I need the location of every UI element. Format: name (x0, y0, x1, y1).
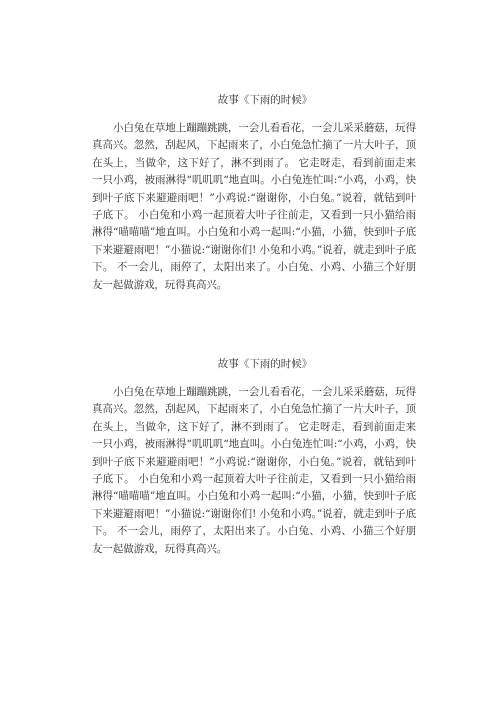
story-paragraph: 小白兔在草地上蹦蹦跳跳，一会儿看看花，一会儿采采蘑菇，玩得真高兴。忽然，刮起风，下起雨来了，小白兔急忙摘了一片大叶子，顶在头上，当做伞，这下好了，淋不到雨了。 它走呀走，看到前面走来一只小鸡，被雨淋得“叽叽叽“地直叫。小白兔连忙叫:“小鸡，小鸡，快到叶子底下来避避雨吧！”小鸡说:“谢谢你，小白兔。”说着，就钻到叶子底下。 小白兔和小鸡一起顶着大叶子往前走，又看到一只小猫给雨淋得“喵喵喵”地直叫。小白兔和小鸡一起叫:“小猫，小猫，快到叶子底下来避避雨吧！”小猫说:“谢谢你们! 小兔和小鸡。”说着，就走到叶子底下。 不一会儿，雨停了，太阳出来了。小白兔、小鸡、小猫三个好朋友一起做游戏，玩得真高兴。 (92, 122, 416, 291)
story-paragraph: 小白兔在草地上蹦蹦跳跳，一会儿看看花，一会儿采采蘑菇，玩得真高兴。忽然，刮起风，下起雨来了，小白兔急忙摘了一片大叶子，顶在头上，当做伞，这下好了，淋不到雨了。 它走呀走，看到前面走来一只小鸡，被雨淋得“叽叽叽“地直叫。小白兔连忙叫:“小鸡，小鸡，快到叶子底下来避避雨吧！”小鸡说:“谢谢你，小白兔。”说着，就钻到叶子底下。 小白兔和小鸡一起顶着大叶子往前走，又看到一只小猫给雨淋得“喵喵喵”地直叫。小白兔和小鸡一起叫:“小猫，小猫，快到叶子底下来避避雨吧！”小猫说:“谢谢你们! 小兔和小鸡。”说着，就走到叶子底下。 不一会儿，雨停了，太阳出来了。小白兔、小鸡、小猫三个好朋友一起做游戏，玩得真高兴。 (92, 386, 416, 555)
story-section (0, 356, 500, 558)
story-title: 故事《下雨的时候》 (217, 358, 313, 370)
story-section (0, 92, 500, 294)
story-title: 故事《下雨的时候》 (217, 94, 313, 106)
